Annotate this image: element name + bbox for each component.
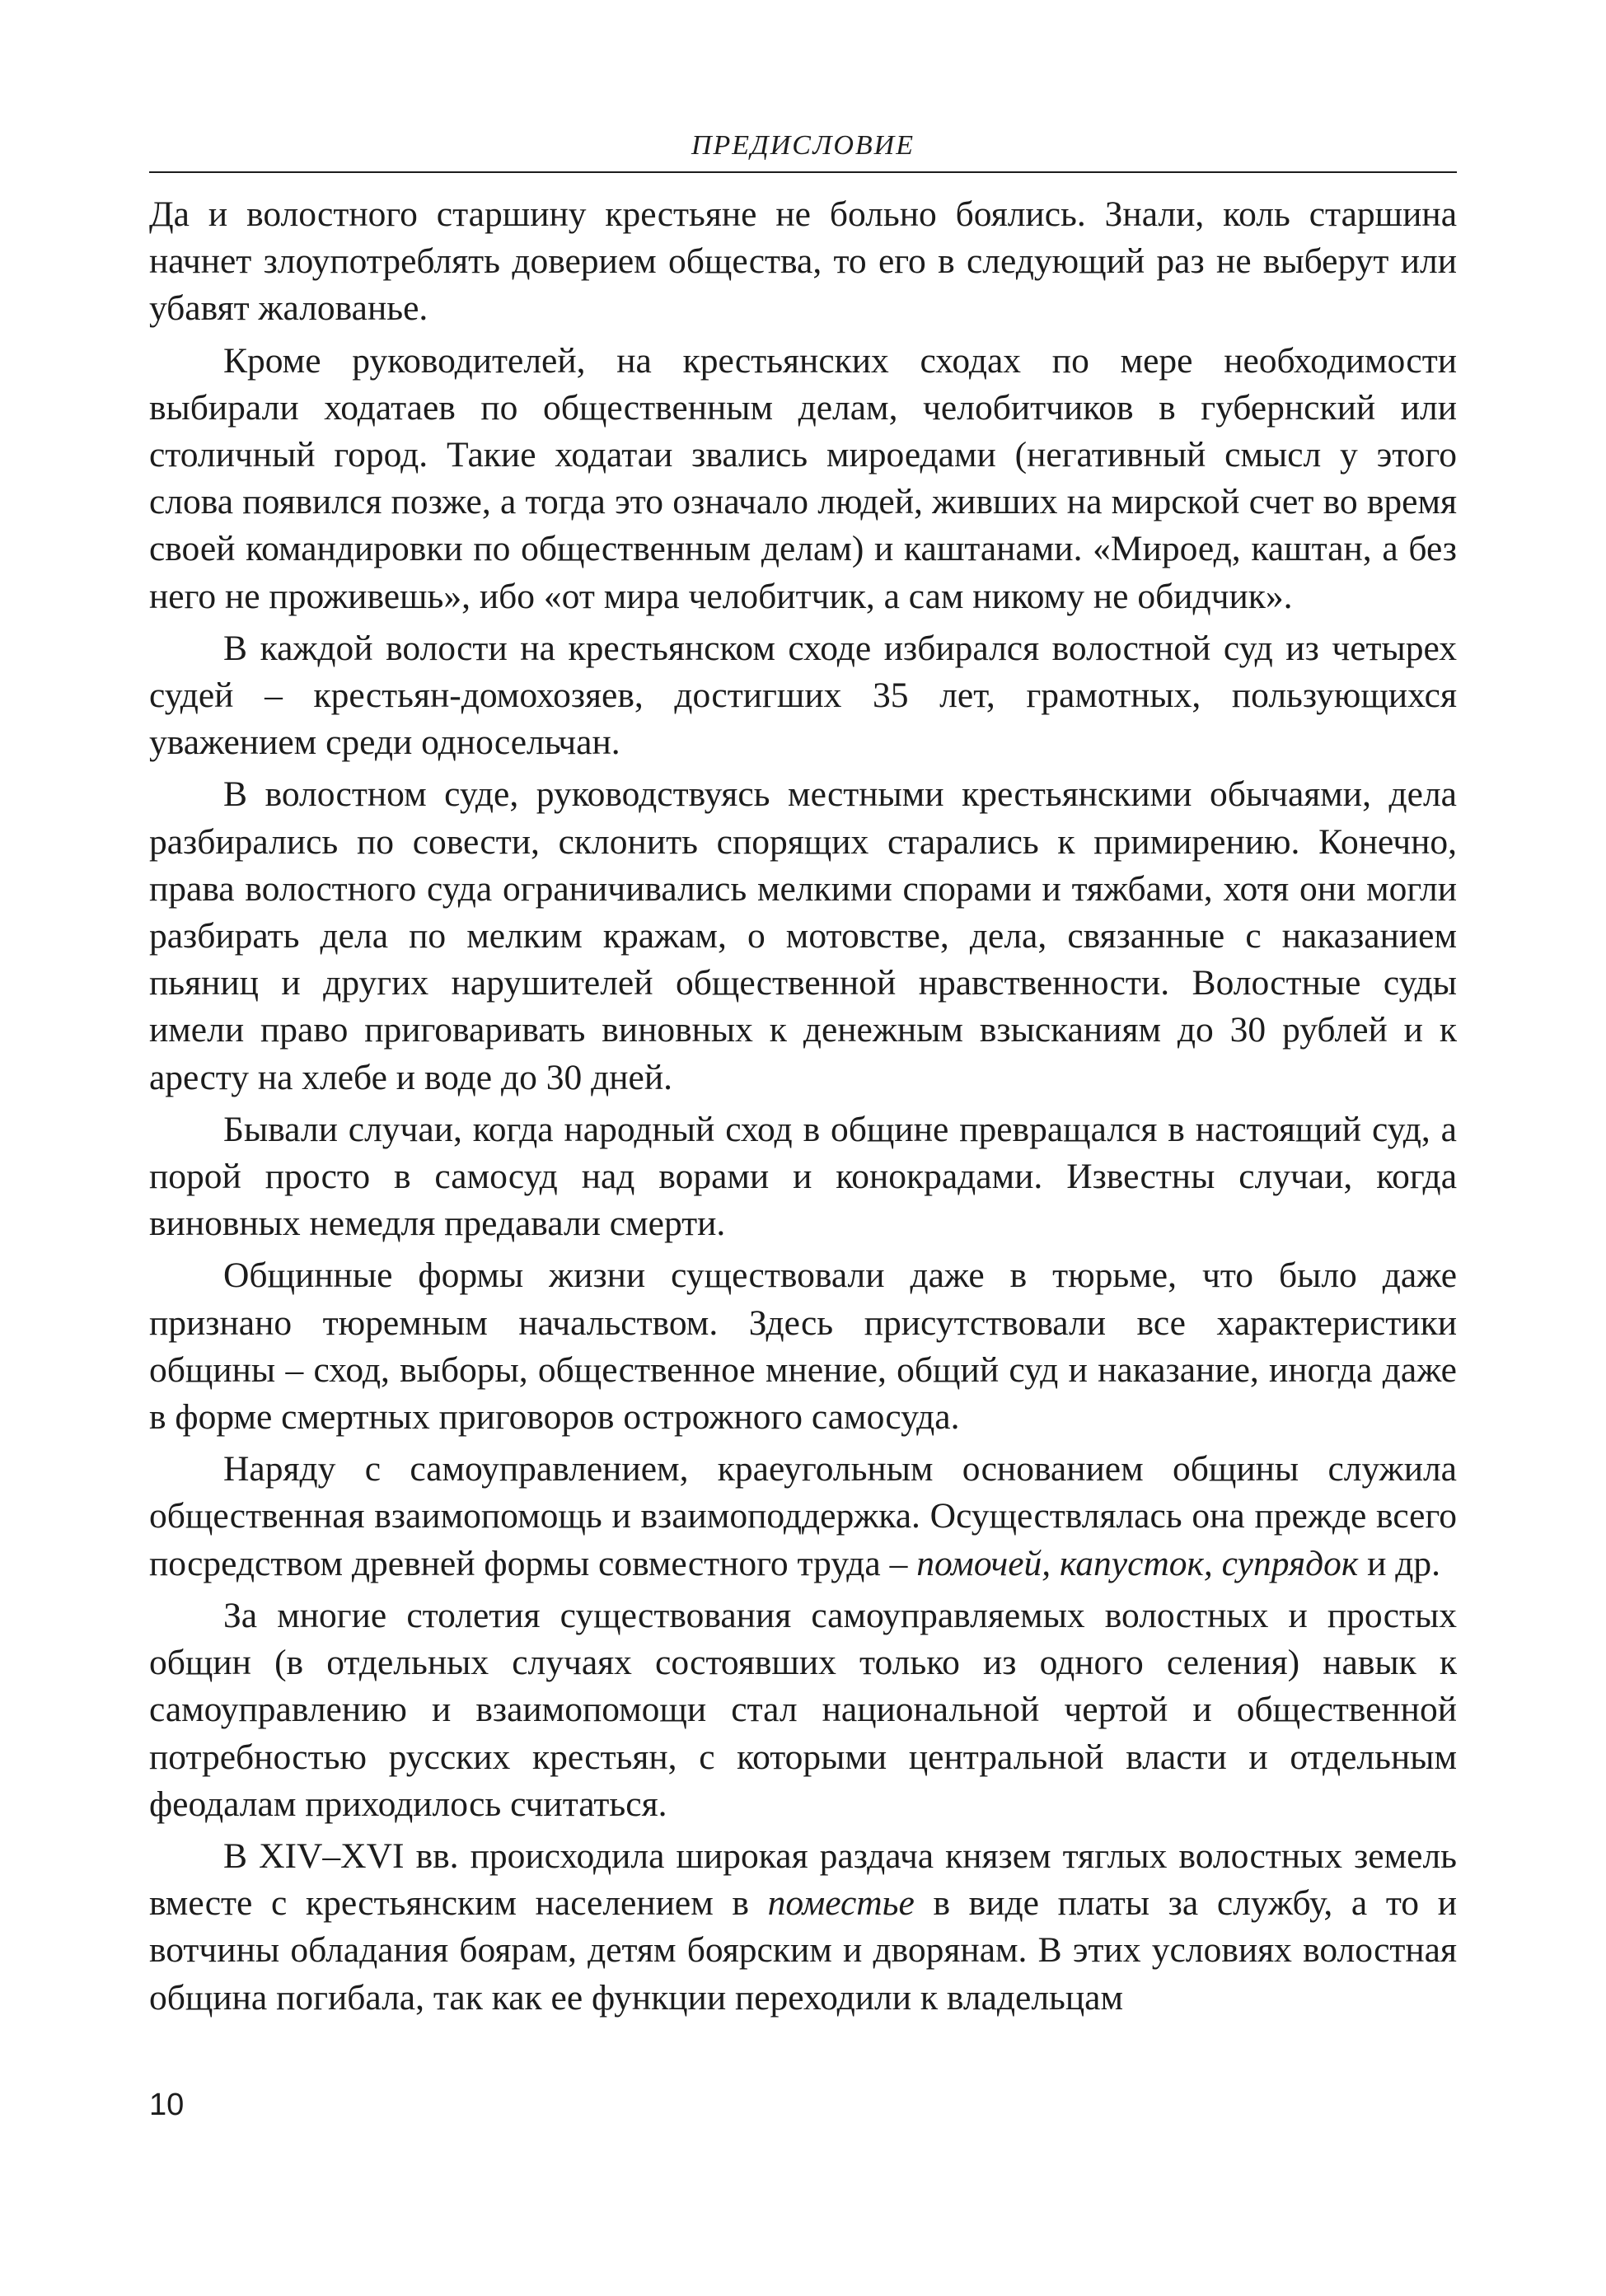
italic-term: поместье — [767, 1883, 915, 1924]
text-segment: Бывали случаи, когда народный сход в общине превращался в настоящий суд, а порой просто в самосуд над ворами и конокрадами. Известны случаи, когда виновных немедля предавали смерти. — [149, 1109, 1457, 1244]
paragraph-1 — [149, 191, 1457, 333]
italic-term: помочей, капусток, супрядок — [916, 1543, 1359, 1583]
text-segment: За многие столетия существования самоуправляемых волостных и простых общин (в отдельных случаях состоявших только из одного селения) навык к самоуправлению и взаимопомощи стал национальной чертой и общественной потребностью русских крестьян, с которыми центральной власти и отдельным феодалам приходилось считаться. — [149, 1595, 1457, 1824]
text-segment: в виде платы за службу, а то и вотчины обладания боярам, детям боярским и дворянам. В этих условиях волостная община погибала, так как ее функции переходили к владельцам — [149, 1883, 1457, 2018]
page-number: 10 — [149, 2088, 185, 2122]
paragraph-7 — [149, 1446, 1457, 1588]
text-segment: В XIV–XVI вв. происходила широкая раздача князем тяглых волостных земель вместе с крестьянским населением в — [149, 1835, 1457, 1924]
body-text — [149, 191, 1457, 2027]
text-segment: Кроме руководителей, на крестьянских сходах по мере необходимости выбирали ходатаев по общественным делам, челобитчиков в губернский или столичный город. Такие ходатаи звались мироедами (негативный смысл у этого слова появился позже, а тогда это означало людей, живших на мирской счет во время своей командировки по общественным делам) и каштанами. «Мироед, каштан, а без него не проживешь», ибо «от мира челобитчик, а сам никому не обидчик». — [149, 340, 1457, 616]
text-segment: Общинные формы жизни существовали даже в тюрьме, что было даже признано тюремным начальством. Здесь присутствовали все характеристики общины – сход, выборы, общественное мнение, общий суд и наказание, иногда даже в форме смертных приговоров острожного самосуда. — [149, 1256, 1457, 1438]
text-segment: Наряду с самоуправлением, краеугольным основанием общины служила общественная взаимопомощь и взаимоподдержка. Осуществлялась она прежде всего посредством древней формы совместного труда – — [149, 1449, 1457, 1583]
text-segment: В волостном суде, руководствуясь местными крестьянскими обычаями, дела разбирались по совести, склонить спорящих старались к примирению. Конечно, права волостного суда ограничивались мелкими спорами и тяжбами, хотя они могли разбирать дела по мелким кражам, о мотовстве, дела, связанные с наказанием пьяниц и других нарушителей общественной нравственности. Волостные суды имели право приговаривать виновных к денежным взысканиям до 30 рублей и к аресту на хлебе и воде до 30 дней. — [149, 774, 1457, 1097]
text-segment: и др. — [1358, 1543, 1441, 1583]
paragraph-3 — [149, 625, 1457, 767]
paragraph-8 — [149, 1592, 1457, 1828]
running-title: ПРЕДИСЛОВИЕ — [691, 130, 915, 161]
text-segment: В каждой волости на крестьянском сходе избирался волостной суд из четырех судей – крестьян-домохозяев, достигших 35 лет, грамотных, пользующихся уважением среди односельчан. — [149, 628, 1457, 763]
text-segment: Да и волостного старшину крестьяне не больно боялись. Знали, коль старшина начнет злоупотреблять доверием общества, то его в следующий раз не выберут или убавят жалованье. — [149, 194, 1457, 329]
paragraph-9 — [149, 1833, 1457, 2022]
header-rule — [149, 171, 1457, 173]
paragraph-6 — [149, 1252, 1457, 1441]
paragraph-2 — [149, 338, 1457, 620]
paragraph-5 — [149, 1106, 1457, 1248]
paragraph-4 — [149, 771, 1457, 1101]
